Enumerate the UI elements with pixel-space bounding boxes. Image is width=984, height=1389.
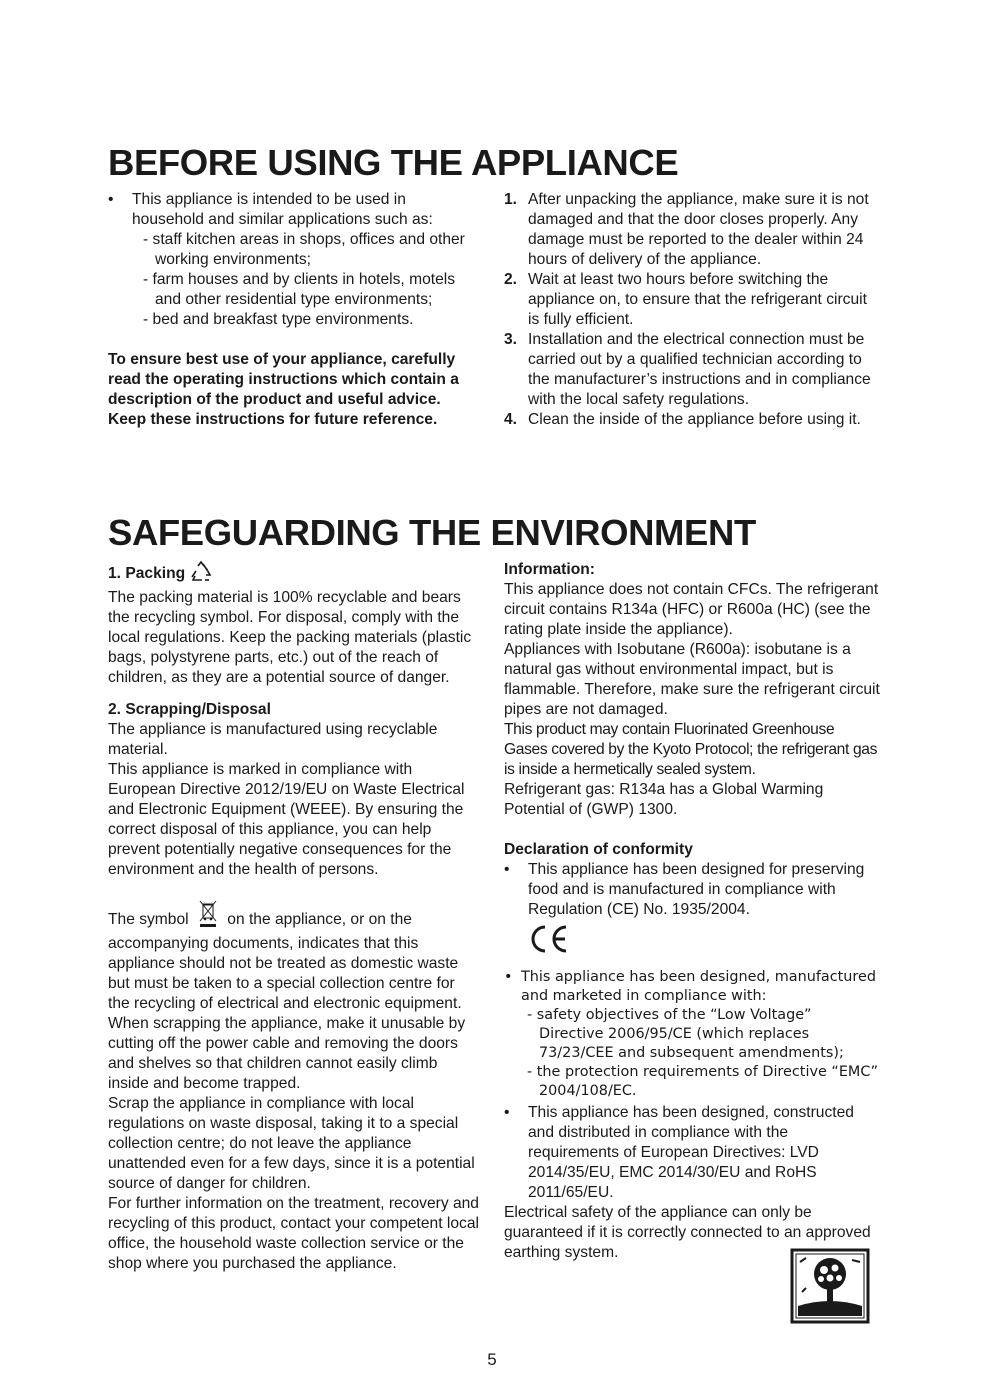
information-paragraph: Refrigerant gas: R134a has a Global Warming Potential of (GWP) 1300.	[504, 781, 824, 818]
bullet-mark: •	[504, 969, 513, 985]
page-number: 5	[487, 1350, 497, 1369]
bullet-mark: •	[108, 191, 114, 208]
conformity-bullet	[504, 968, 880, 1101]
environment-item: - farm houses and by clients in hotels, motels and other residential type environments;	[143, 271, 456, 308]
conformity-bullet	[504, 860, 880, 920]
step-item	[504, 270, 880, 330]
packing-heading	[108, 560, 480, 588]
step-item	[504, 410, 880, 430]
ce-mark-icon	[504, 922, 880, 966]
weee-symbol-paragraph	[108, 900, 480, 1014]
environment-item: - bed and breakfast type environments.	[143, 311, 414, 328]
scrapping-paragraph: This appliance is marked in compliance with European Directive 2012/19/EU on Waste Electrical and Electronic Equipment (WEEE). By ensuring the correct disposal of this appliance, you can help prevent potentially negative consequences for the environment and the health of persons.	[108, 761, 465, 878]
step-text: After unpacking the appliance, make sure it is not damaged and that the door closes properly. Any damage must be reported to the dealer within 24 hours of delivery of the appliance.	[528, 191, 869, 268]
scrapping-paragraph: When scrapping the appliance, make it unusable by cutting off the power cable and removing the doors and shelves so that children cannot easily climb inside and become trapped.	[108, 1015, 466, 1092]
information-heading: Information:	[504, 561, 595, 578]
step-text: Wait at least two hours before switching the appliance on, to ensure that the refrigerant circuit is fully efficient.	[528, 271, 867, 328]
packing-heading-text: 1. Packing	[108, 565, 186, 583]
step-number: 1.	[504, 191, 518, 208]
directive-item: - the protection requirements of Directive “EMC” 2004/108/EC.	[527, 1064, 879, 1099]
scrapping-heading: 2. Scrapping/Disposal	[108, 701, 271, 718]
symbol-text-after: on the appliance, or on the accompanying documents, indicates that this appliance should not be treated as domestic waste but must be taken to a special collection centre for the recycling of electrical and electronic equipment.	[108, 911, 462, 1012]
environment-right-column	[504, 560, 880, 1263]
environment-item: - staff kitchen areas in shops, offices and other working environments;	[143, 231, 465, 268]
scrapping-paragraph: Scrap the appliance in compliance with local regulations on waste disposal, taking it to a special collection centre; do not leave the appliance unattended even for a few days, since it is a potential source of danger for children.	[108, 1095, 475, 1192]
conformity-text: This appliance has been designed, constructed and distributed in compliance with the requirements of European Directives: LVD 2014/35/EU, EMC 2014/30/EU and RoHS 2011/65/EU.	[528, 1104, 854, 1201]
conformity-text: This appliance has been designed for preserving food and is manufactured in compliance with Regulation (CE) No. 1935/2004.	[528, 861, 865, 918]
environment-title: SAFEGUARDING THE ENVIRONMENT	[108, 512, 756, 553]
keep-instructions-note: Keep these instructions for future reference.	[108, 411, 438, 428]
scrapping-paragraph: For further information on the treatment, recovery and recycling of this product, contact your competent local office, the household waste collection service or the shop where you purchased the appliance.	[108, 1195, 479, 1272]
bullet-mark: •	[504, 861, 510, 878]
directive-item: - safety objectives of the “Low Voltage” Directive 2006/95/CE (which replaces 73/23/CEE and subsequent amendments);	[527, 1007, 844, 1061]
conformity-text: This appliance has been designed, manufactured and marketed in compliance with:	[521, 969, 876, 1004]
environment-left-column	[108, 560, 480, 1274]
information-paragraph: Appliances with Isobutane (R600a): isobutane is a natural gas without environmental impact, but is flammable. Therefore, make sure the refrigerant circuit pipes are not damaged.	[504, 641, 880, 718]
intended-use-bullet	[108, 190, 480, 330]
conformity-heading: Declaration of conformity	[504, 841, 693, 858]
before-using-title: BEFORE USING THE APPLIANCE	[108, 142, 679, 183]
conformity-bullet	[504, 1103, 880, 1203]
crossed-bin-icon	[199, 900, 217, 934]
scrapping-paragraph: The appliance is manufactured using recyclable material.	[108, 721, 438, 758]
step-item	[504, 330, 880, 410]
step-number: 2.	[504, 271, 518, 288]
step-text: Clean the inside of the appliance before using it.	[528, 411, 861, 428]
information-paragraph: This appliance does not contain CFCs. The refrigerant circuit contains R134a (HFC) or R600a (HC) (see the rating plate inside the appliance).	[504, 581, 879, 638]
before-left-column	[108, 190, 480, 430]
read-instructions-advice: To ensure best use of your appliance, carefully read the operating instructions which contain a description of the product and useful advice.	[108, 351, 459, 408]
step-text: Installation and the electrical connection must be carried out by a qualified technician according to the manufacturer’s instructions and in compliance with the local safety regulations.	[528, 331, 871, 408]
tree-logo-icon	[790, 1248, 870, 1324]
step-item	[504, 190, 880, 270]
step-number: 3.	[504, 331, 518, 348]
before-right-column	[504, 190, 880, 430]
packing-text: The packing material is 100% recyclable and bears the recycling symbol. For disposal, comply with the local regulations. Keep the packing materials (plastic bags, polystyrene parts, etc.) out of the reach of children, as they are a potential source of danger.	[108, 589, 472, 686]
recycle-icon	[189, 560, 213, 588]
intended-use-text: This appliance is intended to be used in household and similar applications such as:	[132, 191, 433, 228]
information-paragraph: This product may contain Fluorinated Greenhouse Gases covered by the Kyoto Protocol; the refrigerant gas is inside a hermetically sealed system.	[504, 721, 878, 778]
bullet-mark: •	[504, 1104, 510, 1121]
earthing-note: Electrical safety of the appliance can only be guaranteed if it is correctly connected to an approved earthing system.	[504, 1204, 871, 1261]
symbol-text-before: The symbol	[108, 911, 189, 928]
step-number: 4.	[504, 411, 518, 428]
